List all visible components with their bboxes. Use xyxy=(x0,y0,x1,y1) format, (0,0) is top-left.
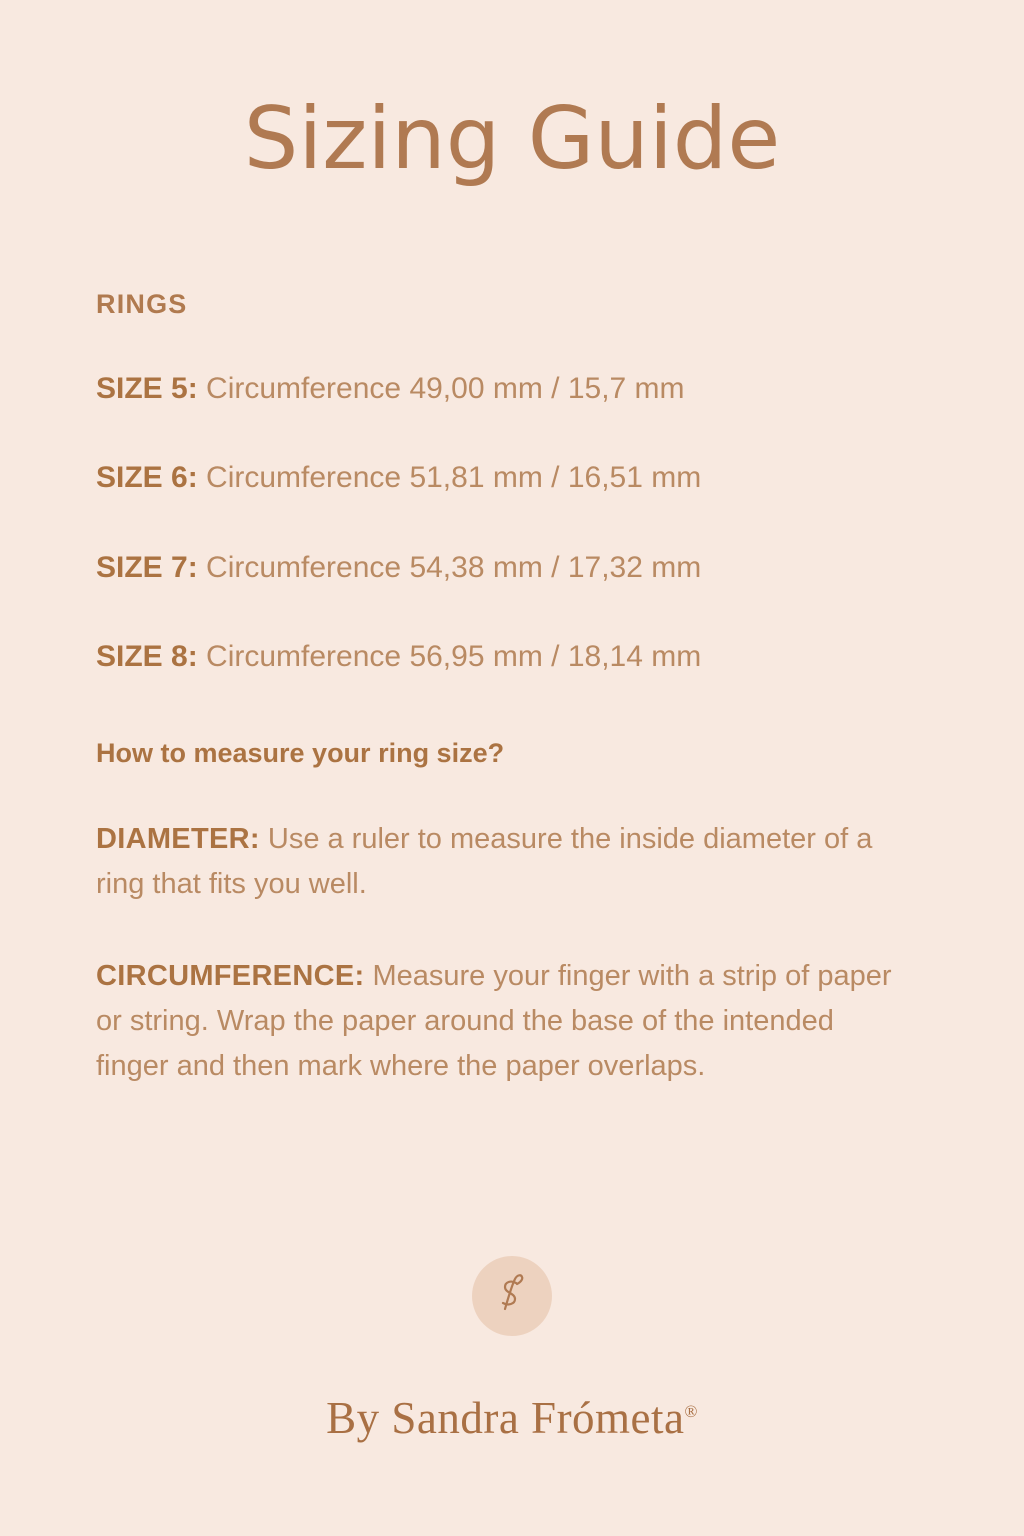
logo-container xyxy=(0,1256,1024,1341)
size-label: SIZE 6: xyxy=(96,461,198,495)
method-label: CIRCUMFERENCE: xyxy=(96,960,365,993)
size-label: SIZE 5: xyxy=(96,371,198,405)
size-row xyxy=(96,369,928,410)
method-label: DIAMETER: xyxy=(96,822,260,855)
size-value: Circumference 51,81 mm / 16,51 mm xyxy=(206,461,702,495)
registered-mark: ® xyxy=(684,1402,698,1421)
size-row xyxy=(96,548,928,589)
method-diameter xyxy=(96,817,906,907)
method-text: Use a ruler to measure the inside diameter of a ring that fits you well. xyxy=(96,822,873,900)
brand-signature xyxy=(0,1392,1024,1444)
size-row xyxy=(96,637,928,678)
measure-question: How to measure your ring size? xyxy=(96,737,505,768)
monogram-logo-icon xyxy=(472,1256,552,1336)
section-heading-rings: RINGS xyxy=(96,288,188,319)
method-circumference xyxy=(96,954,906,1089)
size-value: Circumference 56,95 mm / 18,14 mm xyxy=(206,640,702,674)
size-label: SIZE 8: xyxy=(96,640,198,674)
size-row xyxy=(96,458,928,499)
brand-name: By Sandra Frómeta xyxy=(326,1393,685,1443)
size-label: SIZE 7: xyxy=(96,550,198,584)
page-title: Sizing Guide xyxy=(243,89,781,189)
size-value: Circumference 54,38 mm / 17,32 mm xyxy=(206,550,702,584)
method-text: Measure your finger with a strip of paper or string. Wrap the paper around the base of the intended finger and then mark where the paper overlaps. xyxy=(96,960,892,1083)
size-value: Circumference 49,00 mm / 15,7 mm xyxy=(206,371,685,405)
